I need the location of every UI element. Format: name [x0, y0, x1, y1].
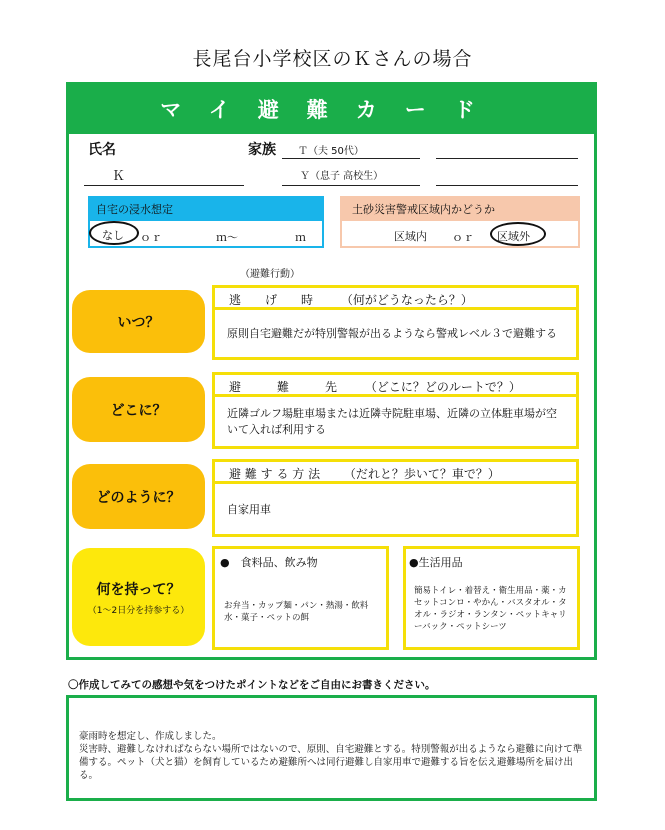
comments-line-1: 豪雨時を想定し、作成しました。: [79, 731, 222, 742]
where-body: 近隣ゴルフ場駐車場または近隣寺院駐車場、近隣の立体駐車場が空いて入れば利用する: [212, 397, 579, 449]
when-body: 原則自宅避難だが特別警報が出るようなら警戒レベル３で避難する: [212, 310, 579, 360]
landslide-header: 土砂災害警戒区域内かどうか: [340, 196, 580, 221]
landslide-outside: 区域外: [497, 230, 530, 243]
where-header: [212, 372, 579, 397]
what-pill: [72, 548, 205, 646]
how-header: [212, 459, 579, 484]
flood-or: ｏｒ: [140, 231, 162, 244]
goods-body: 簡易トイレ・着替え・衛生用品・薬・カセットコンロ・やかん・バスタオル・タオル・ラジオ・ランタン・ペットキャリーバック・ペットシーツ: [414, 586, 567, 632]
where-pill: どこに？: [72, 377, 205, 442]
name-underline: [84, 185, 244, 186]
food-body: お弁当・カップ麺・パン・熱湯・飲料水・菓子・ペットの餌: [224, 601, 369, 623]
landslide-inside: 区域内: [394, 230, 427, 243]
name-value: Ｋ: [112, 169, 126, 184]
actions-label: （避難行動）: [240, 269, 300, 280]
how-pill: どのように？: [72, 464, 205, 529]
where-header-key: 避 難 先: [229, 380, 338, 394]
family-label: 家族: [248, 142, 276, 158]
flood-none: なし: [102, 229, 124, 242]
food-header: ● 食料品、飲み物: [220, 556, 318, 569]
flood-m-range: ｍ～: [216, 231, 238, 244]
flood-header: 自宅の浸水想定: [88, 196, 324, 221]
how-body: 自家用車: [212, 484, 579, 537]
how-header-hint: （だれと？歩いて？車で？）: [343, 467, 500, 481]
when-header: [212, 285, 579, 310]
landslide-or: ｏｒ: [452, 231, 474, 244]
how-header-key: 避 難 す る 方 法: [229, 467, 321, 481]
what-pill-title: 何を持って？: [96, 581, 181, 598]
page-title: 長尾台小学校区のＫさんの場合: [192, 48, 473, 70]
when-pill: いつ？: [72, 290, 205, 353]
card-title: マイ避難カード: [68, 84, 595, 134]
when-header-key: 逃 げ 時: [229, 293, 314, 307]
comments-line-2: 災害時、避難しなければならない場所ではないので、原則、自宅避難とする。特別警報が出るようなら避難に向けて準備する。ペット（犬と猫）を飼育しているため避難所へは同行避難し自家用車で避難する旨を伝え避難場所を届け出る。: [79, 744, 583, 781]
name-label: 氏名: [88, 142, 116, 158]
when-header-hint: （何がどうなったら？）: [340, 293, 473, 307]
where-header-hint: （どこに？どのルートで？）: [364, 380, 521, 394]
comments-box: [66, 695, 597, 801]
family-underline-4: [436, 185, 578, 186]
family-member-1: Ｔ（夫 50代）: [298, 146, 364, 157]
what-pill-sub: （1～2日分を持参する）: [87, 605, 190, 616]
family-underline-1: [282, 158, 420, 159]
flood-m: ｍ: [295, 231, 306, 244]
family-underline-3: [282, 185, 420, 186]
comments-prompt: 〇作成してみての感想や気をつけたポイントなどをご自由にお書きください。: [68, 679, 436, 691]
family-member-2: Ｙ（息子 高校生）: [300, 171, 384, 182]
goods-header: ●生活用品: [409, 556, 463, 569]
family-underline-2: [436, 158, 578, 159]
